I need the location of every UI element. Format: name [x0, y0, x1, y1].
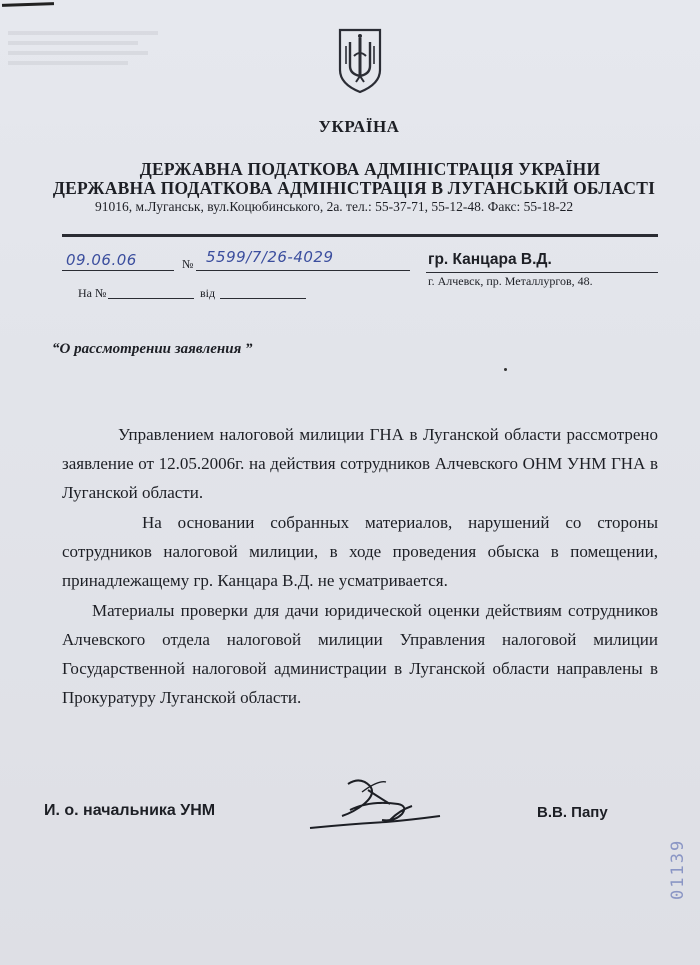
agency-heading-national: ДЕРЖАВНА ПОДАТКОВА АДМІНІСТРАЦІЯ УКРАЇНИ	[139, 159, 601, 179]
incoming-number-label: На №	[78, 286, 107, 300]
outgoing-number: 5599/7/26-4029	[206, 248, 334, 266]
body-paragraph-2: На основании собранных материалов, нарушений со стороны сотрудников налоговой милиции, в ходе проведения обыска в помещении, принадлежащему гр. Канцара В.Д. не усматривается.	[62, 513, 658, 590]
incoming-number-line	[108, 298, 194, 299]
incoming-stamp-number: 01139	[668, 838, 688, 900]
signer-title: И. о. начальника УНМ	[44, 802, 216, 819]
bleed-through-area	[8, 28, 158, 71]
outgoing-number-label: №	[182, 257, 194, 271]
body-paragraph-3: Материалы проверки для дачи юридической оценки действиям сотрудников Алчевского отдела налоговой милиции Управления налоговой милиции Государственной налоговой администрации в Луганской области направлены в Прокуратуру Луганской области.	[62, 601, 658, 707]
incoming-from-label: від	[200, 286, 216, 300]
incoming-date-line	[220, 298, 306, 299]
recipient-underline	[426, 272, 658, 273]
date-underline	[62, 270, 174, 271]
body-paragraph-1: Управлением налоговой милиции ГНА в Луганской области рассмотрено заявление от 12.05.2006г. на действия сотрудников Алчевского ОНМ УНМ ГНА в Луганской области.	[62, 425, 658, 502]
agency-heading-regional: ДЕРЖАВНА ПОДАТКОВА АДМІНІСТРАЦІЯ В ЛУГАНСЬКІЙ ОБЛАСТІ	[52, 178, 656, 198]
number-underline	[196, 270, 410, 271]
country-heading: УКРАЇНА	[318, 117, 400, 136]
agency-address: 91016, м.Луганськ, вул.Коцюбинського, 2а. тел.: 55-37-71, 55-12-48. Факс: 55-18-22	[95, 199, 574, 214]
paper-speck	[504, 368, 507, 371]
handwritten-signature	[290, 770, 450, 840]
coat-of-arms-icon	[337, 26, 383, 94]
header-rule	[62, 234, 658, 237]
letter-subject: “О рассмотрении заявления ”	[52, 341, 253, 357]
recipient-name: гр. Канцара В.Д.	[428, 251, 552, 268]
signer-name: В.В. Папу	[537, 804, 608, 821]
outgoing-date: 09.06.06	[66, 251, 137, 269]
recipient-address: г. Алчевск, пр. Металлургов, 48.	[428, 274, 593, 288]
corner-pen-mark	[2, 2, 54, 7]
